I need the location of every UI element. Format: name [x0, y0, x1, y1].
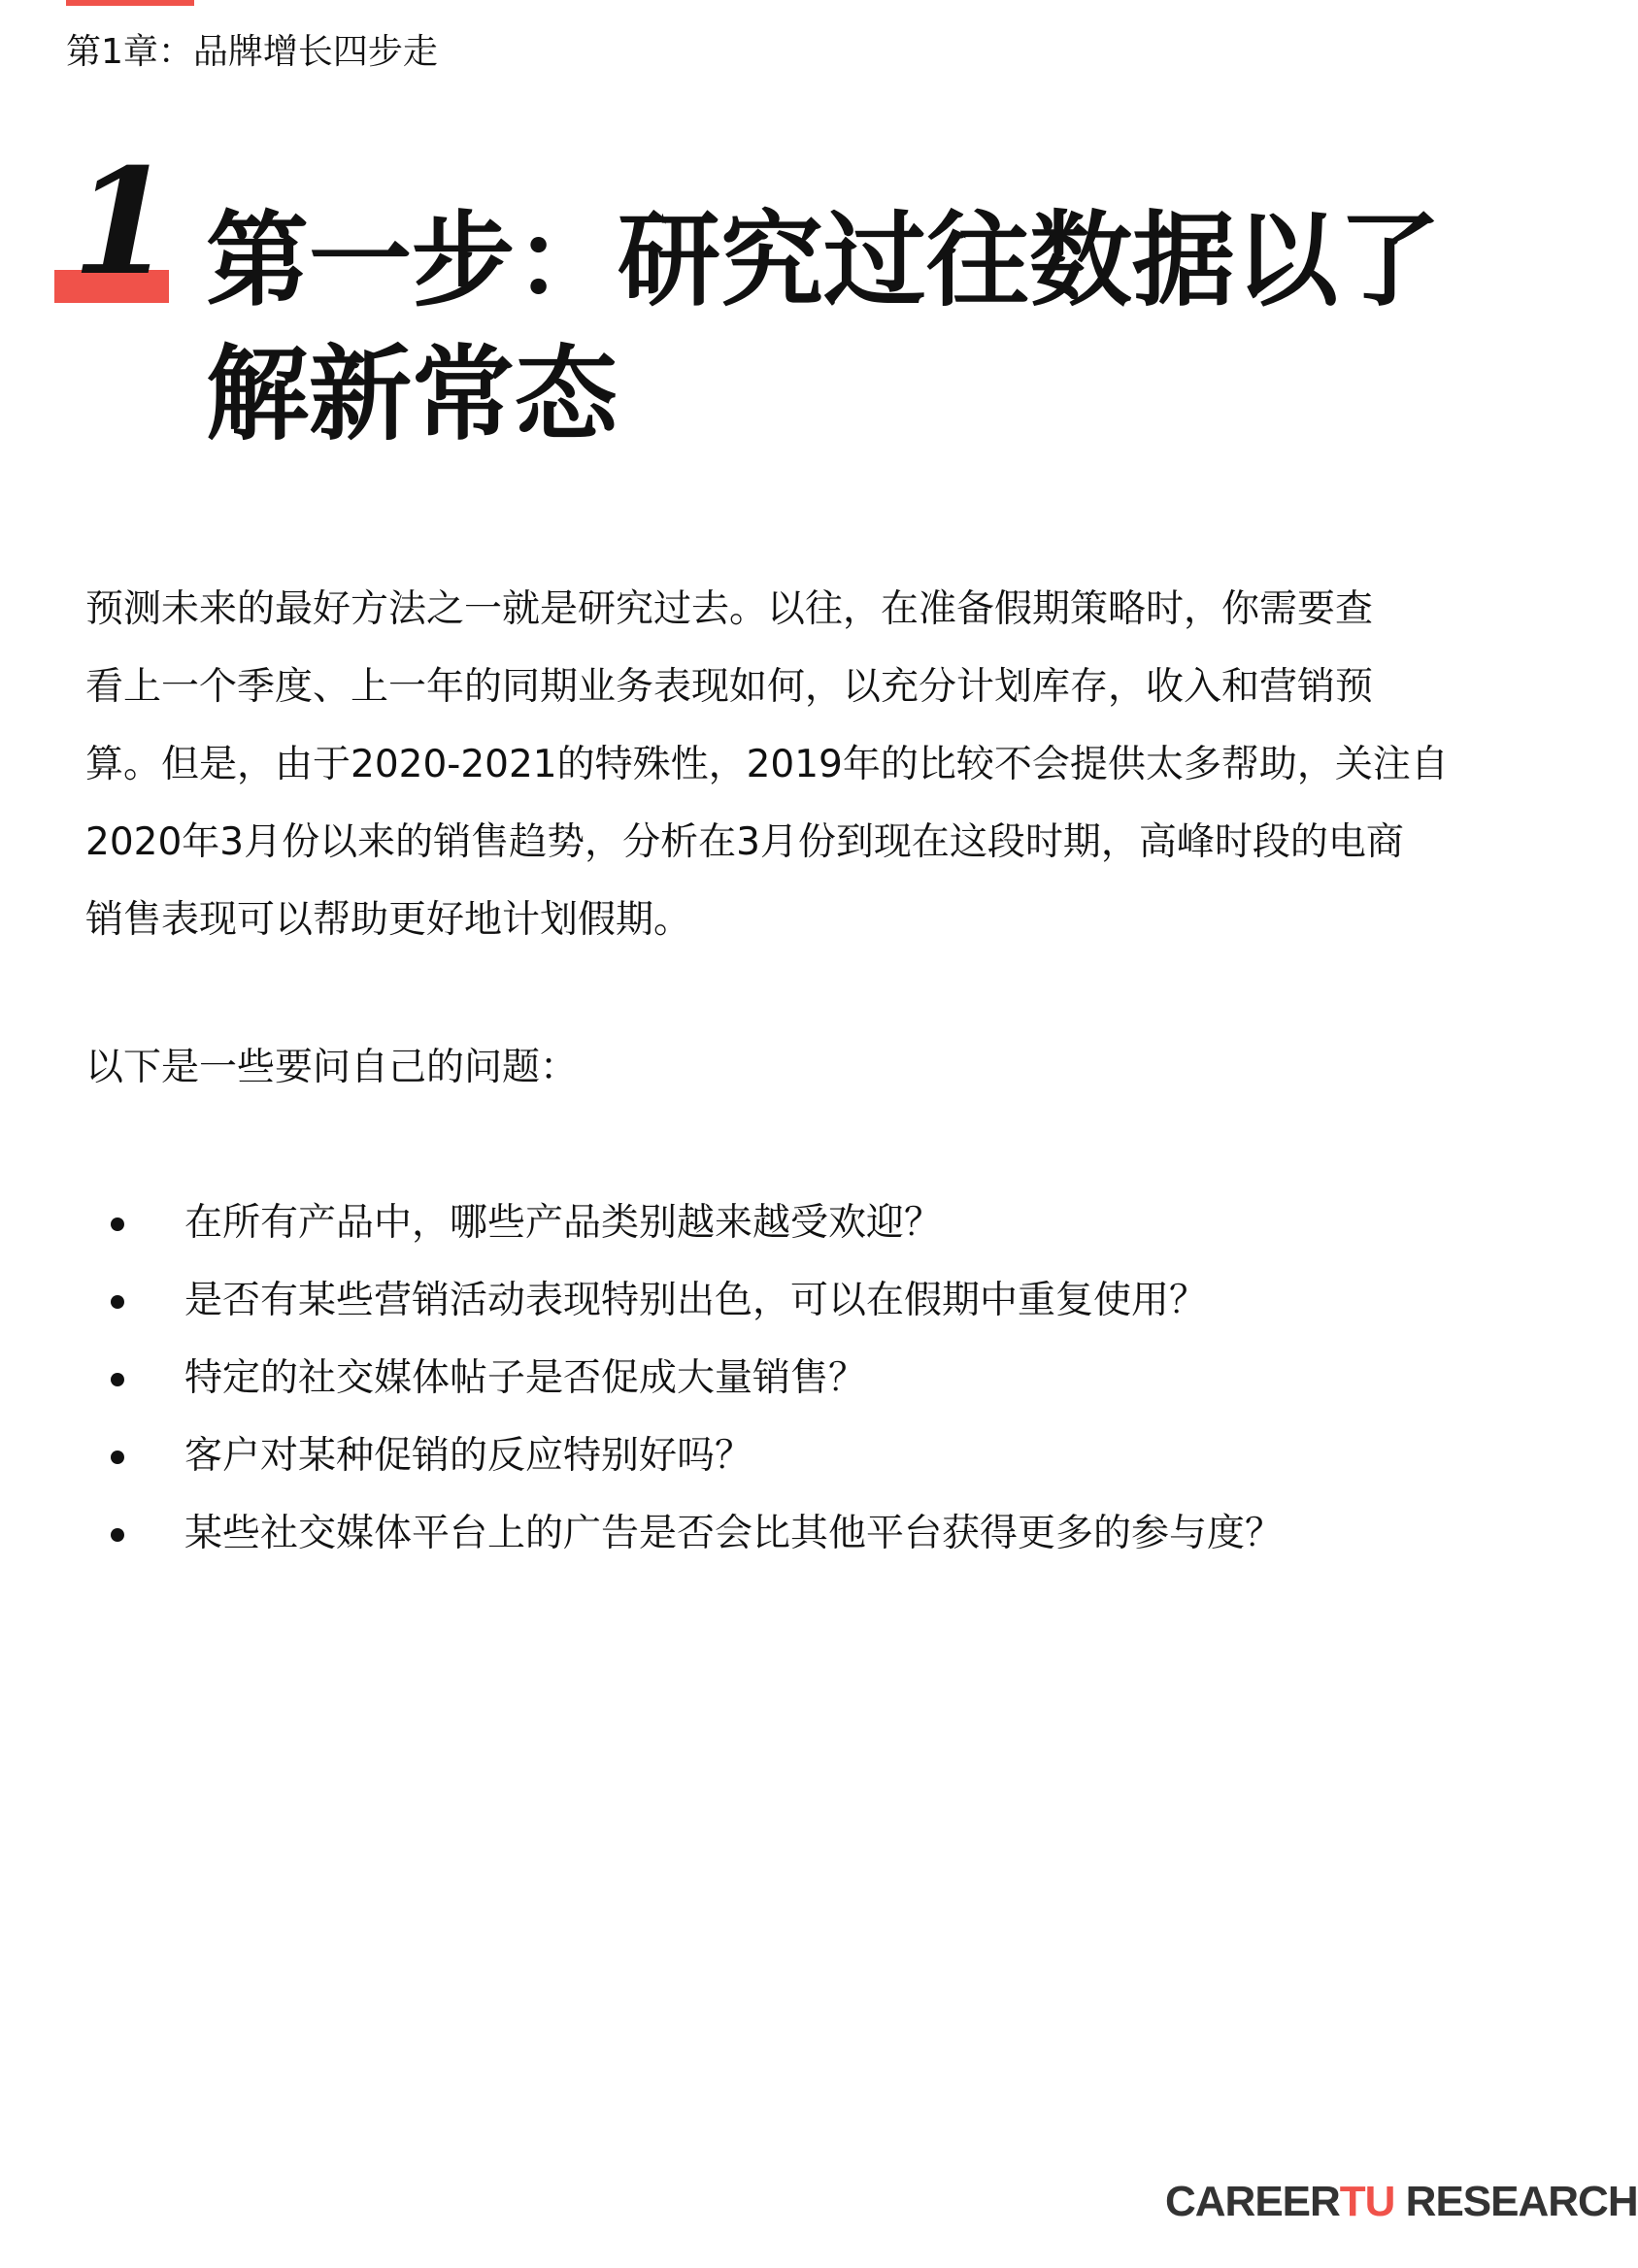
logo-text-tu: TU	[1339, 2178, 1395, 2225]
bullet-icon	[111, 1373, 124, 1386]
list-item	[85, 1340, 1522, 1418]
intro-paragraph	[85, 571, 1532, 959]
section-title	[206, 194, 1526, 462]
questions-lead: 以下是一些要问自己的问题：	[85, 1046, 579, 1089]
bullet-icon	[111, 1451, 124, 1464]
list-item-text: 特定的社交媒体帖子是否促成大量销售？	[184, 1356, 867, 1400]
bullet-icon	[111, 1295, 124, 1309]
brand-logo	[1165, 2173, 1638, 2231]
step-number: 1	[72, 137, 174, 308]
intro-line: 预测未来的最好方法之一就是研究过去。以往，在准备假期策略时，你需要查	[85, 587, 1374, 631]
list-item	[85, 1495, 1522, 1573]
logo-text-research: RESEARCH	[1394, 2178, 1638, 2225]
section-title-line: 解新常态	[206, 335, 618, 454]
list-item-text: 某些社交媒体平台上的广告是否会比其他平台获得更多的参与度？	[184, 1512, 1284, 1555]
logo-text-career: CAREER	[1165, 2178, 1340, 2225]
list-item	[85, 1262, 1522, 1340]
list-item-text: 是否有某些营销活动表现特别出色，可以在假期中重复使用？	[184, 1279, 1208, 1322]
list-item-text: 客户对某种促销的反应特别好吗？	[184, 1434, 753, 1478]
list-item	[85, 1184, 1522, 1262]
chapter-header: 第1章：品牌增长四步走	[66, 32, 438, 72]
bullet-icon	[111, 1528, 124, 1542]
section-title-line: 第一步：研究过往数据以了	[206, 201, 1441, 320]
list-item	[85, 1418, 1522, 1495]
intro-line: 算。但是，由于2020-2021的特殊性，2019年的比较不会提供太多帮助，关注自	[85, 743, 1449, 786]
top-accent-bar	[66, 0, 194, 6]
bullet-icon	[111, 1217, 124, 1231]
intro-line: 2020年3月份以来的销售趋势，分析在3月份到现在这段时期，高峰时段的电商	[85, 820, 1404, 864]
list-item-text: 在所有产品中，哪些产品类别越来越受欢迎？	[184, 1201, 943, 1245]
step-number-badge	[54, 137, 174, 309]
intro-line: 看上一个季度、上一年的同期业务表现如何，以充分计划库存，收入和营销预	[85, 665, 1374, 709]
question-list	[85, 1184, 1522, 1573]
intro-line: 销售表现可以帮助更好地计划假期。	[85, 898, 692, 942]
